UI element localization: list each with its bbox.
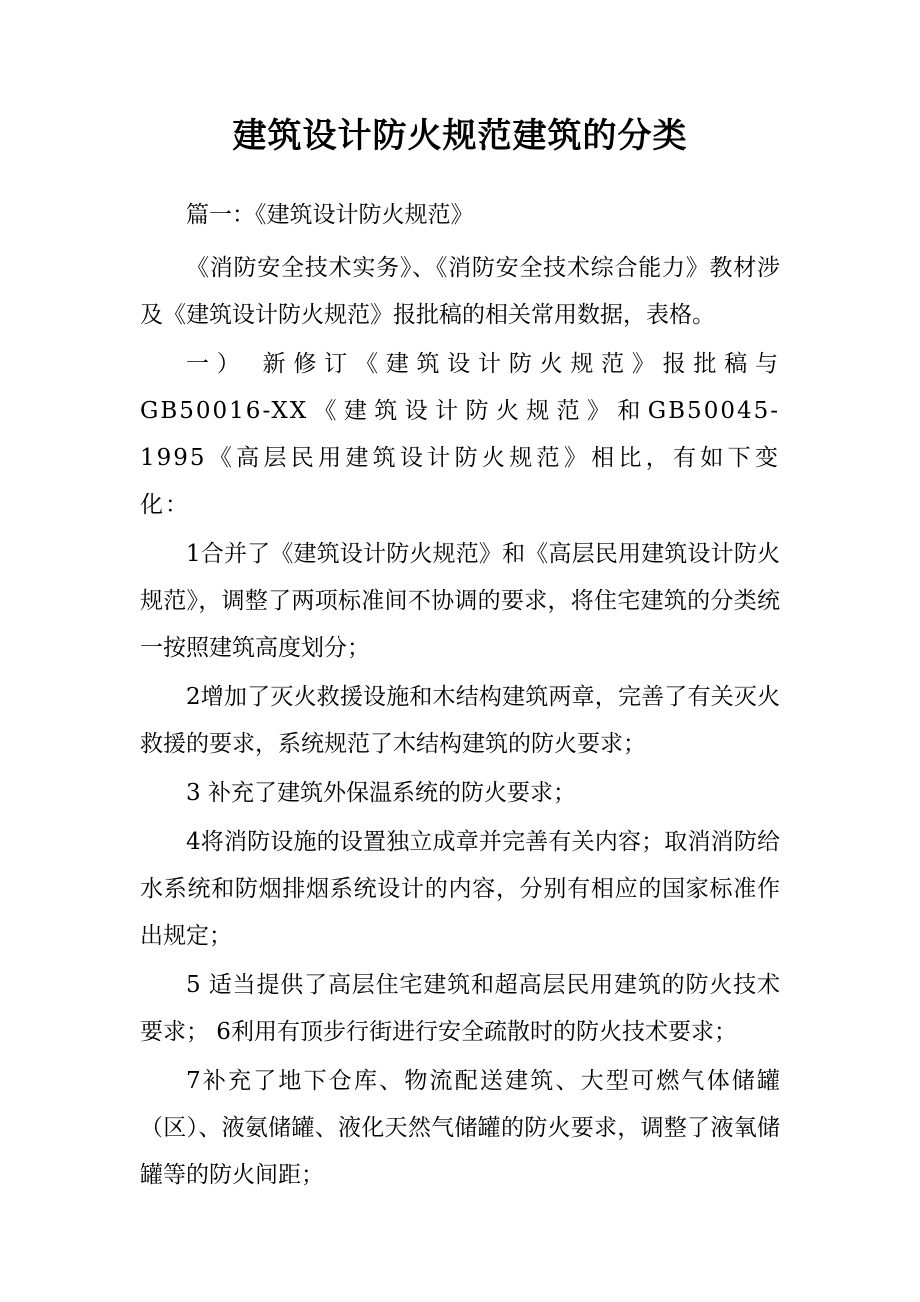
list-item-4: 4将消防设施的设置独立成章并完善有关内容；取消消防给水系统和防烟排烟系统设计的内容，分别有相应的国家标准作出规定； bbox=[140, 829, 780, 949]
section-heading: 篇一：《建筑设计防火规范》 bbox=[186, 202, 474, 228]
list-item-7: 7补充了地下仓库、物流配送建筑、大型可燃气体储罐（区）、液氨储罐、液化天然气储罐的防火要求，调整了液氧储罐等的防火间距； bbox=[140, 1068, 780, 1188]
subsection-paragraph: 一） 新修订《建筑设计防火规范》报批稿与GB50016-XX《建筑设计防火规范》和GB50045-1995《高层民用建筑设计防火规范》相比，有如下变化： bbox=[140, 351, 780, 518]
list-item-3: 3 补充了建筑外保温系统的防火要求； bbox=[186, 780, 576, 806]
list-item-5: 5 适当提供了高层住宅建筑和超高层民用建筑的防火技术要求； 6利用有顶步行街进行安全疏散时的防火技术要求； bbox=[140, 972, 780, 1045]
document-title: 建筑设计防火规范建筑的分类 bbox=[232, 116, 688, 156]
list-item-1: 1合并了《建筑设计防火规范》和《高层民用建筑设计防火规范》，调整了两项标准间不协调的要求，将住宅建筑的分类统一按照建筑高度划分； bbox=[140, 541, 780, 661]
intro-paragraph: 《消防安全技术实务》、《消防安全技术综合能力》教材涉及《建筑设计防火规范》报批稿的相关常用数据，表格。 bbox=[140, 255, 780, 328]
list-item-2: 2增加了灭火救援设施和木结构建筑两章，完善了有关灭火救援的要求，系统规范了木结构建筑的防火要求； bbox=[140, 684, 780, 757]
